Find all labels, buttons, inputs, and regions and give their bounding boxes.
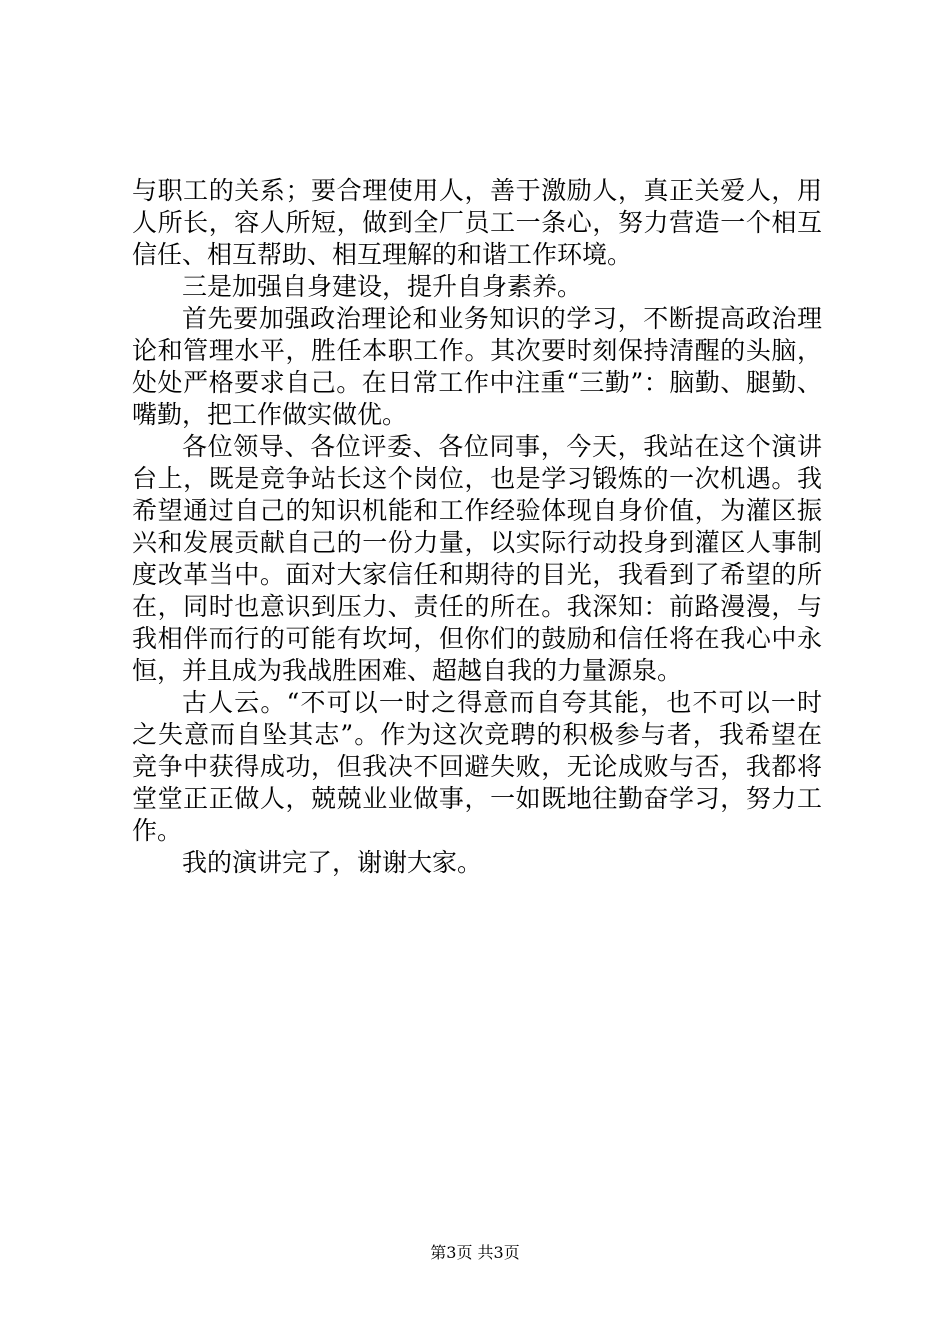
text-line: 首先要加强政治理论和业务知识的学习，不断提高政治理	[182, 304, 822, 333]
paragraph	[132, 303, 822, 431]
text-line: 竞争中获得成功，但我决不回避失败，无论成败与否，我都将	[132, 752, 822, 781]
text-line: 三是加强自身建设，提升自身素养。	[182, 272, 583, 301]
text-line: 我相伴而行的可能有坎坷，但你们的鼓励和信任将在我心中永	[132, 624, 822, 653]
text-line: 与职工的关系；要合理使用人，善于激励人，真正关爱人，用	[132, 176, 822, 205]
text-line: 古人云。“不可以一时之得意而自夸其能，也不可以一时	[182, 688, 822, 717]
text-line: 恒，并且成为我战胜困难、超越自我的力量源泉。	[132, 656, 683, 685]
text-line: 兴和发展贡献自己的一份力量，以实际行动投身到灌区人事制	[132, 528, 822, 557]
paragraph	[132, 271, 822, 303]
document-body	[132, 175, 822, 879]
text-line: 之失意而自坠其志”。作为这次竞聘的积极参与者，我希望在	[132, 720, 822, 749]
text-line: 我的演讲完了，谢谢大家。	[182, 848, 483, 877]
paragraph	[132, 687, 822, 847]
text-line: 台上，既是竞争站长这个岗位，也是学习锻炼的一次机遇。我	[132, 464, 822, 493]
text-line: 嘴勤，把工作做实做优。	[132, 400, 408, 429]
paragraph	[132, 175, 822, 271]
text-line: 希望通过自己的知识机能和工作经验体现自身价值，为灌区振	[132, 496, 822, 525]
text-line: 论和管理水平，胜任本职工作。其次要时刻保持清醒的头脑，	[132, 336, 822, 365]
text-line: 堂堂正正做人，兢兢业业做事，一如既地往勤奋学习，努力工	[132, 784, 822, 813]
paragraph	[132, 847, 822, 879]
text-line: 处处严格要求自己。在日常工作中注重“三勤”：脑勤、腿勤、	[132, 368, 822, 397]
paragraph	[132, 431, 822, 687]
page-number-label: 第3页 共3页	[430, 1243, 520, 1262]
text-line: 在，同时也意识到压力、责任的所在。我深知：前路漫漫，与	[132, 592, 822, 621]
text-line: 度改革当中。面对大家信任和期待的目光，我看到了希望的所	[132, 560, 822, 589]
text-line: 作。	[132, 816, 183, 845]
text-line: 各位领导、各位评委、各位同事，今天，我站在这个演讲	[182, 432, 822, 461]
text-line: 信任、相互帮助、相互理解的和谐工作环境。	[132, 240, 633, 269]
page-footer	[0, 1243, 950, 1263]
text-line: 人所长，容人所短，做到全厂员工一条心，努力营造一个相互	[132, 208, 822, 237]
